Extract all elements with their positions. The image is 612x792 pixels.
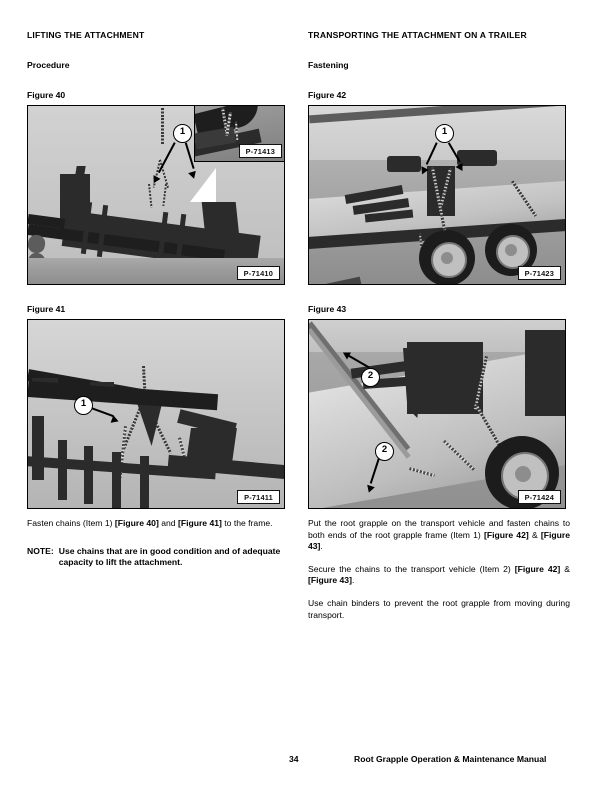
figure-42-callout-1: 1 <box>435 124 454 143</box>
figure-42-image <box>308 105 566 285</box>
right-paragraph-1 <box>308 518 570 553</box>
figure-40-image <box>27 105 285 285</box>
right-subsection-title: Fastening <box>308 60 349 70</box>
text-run: Fasten chains (Item 1) <box>27 518 115 528</box>
figure-40-caption: Figure 40 <box>27 90 66 100</box>
left-section-title: LIFTING THE ATTACHMENT <box>27 30 145 40</box>
figure-41-plate: P-71411 <box>237 490 280 504</box>
right-paragraph-2 <box>308 564 570 587</box>
note-text: Use chains that are in good condition and of adequate capacity to lift the attachment. <box>58 545 281 568</box>
text-run: . <box>320 541 323 552</box>
left-subsection-title: Procedure <box>27 60 70 70</box>
text-run-bold: [Figure 40] <box>114 518 159 528</box>
text-run-bold: [Figure 42] <box>514 563 561 574</box>
figure-42-caption: Figure 42 <box>308 90 347 100</box>
figure-43-photo <box>309 320 565 508</box>
right-column <box>308 30 570 621</box>
text-run: Use chain binders to prevent the root grapple from moving during transport. <box>308 597 570 620</box>
text-run: Put the root grapple on the transport vehicle and fasten chains to both ends of the root grapple frame (Item 1) <box>308 518 570 540</box>
text-run: & <box>560 563 571 574</box>
note-block <box>27 546 289 570</box>
figure-40-plate: P-71410 <box>237 266 280 280</box>
figure-43-caption: Figure 43 <box>308 304 347 314</box>
text-run: and <box>158 518 178 528</box>
text-run: . <box>351 575 355 586</box>
text-run: Secure the chains to the transport vehicle (Item 2) <box>308 563 515 574</box>
text-run-bold: [Figure 41] <box>177 518 222 528</box>
text-run: to the frame. <box>221 518 273 528</box>
figure-41-caption: Figure 41 <box>27 304 66 314</box>
footer-manual-title: Root Grapple Operation & Maintenance Manual <box>354 754 547 764</box>
page-number: 34 <box>289 754 299 764</box>
figure-41-image <box>27 319 285 509</box>
figure-42-plate: P-71423 <box>518 266 561 280</box>
text-run: & <box>528 529 541 540</box>
figure-41-photo <box>28 320 284 508</box>
page-footer <box>0 754 612 768</box>
text-run-bold: [Figure 43] <box>308 529 570 552</box>
text-run-bold: [Figure 42] <box>483 529 529 540</box>
figure-40-inset-plate: P-71413 <box>239 144 282 158</box>
figure-41-callout-1: 1 <box>74 396 93 415</box>
right-paragraph-3 <box>308 598 570 621</box>
figure-40-inset <box>194 105 285 162</box>
text-run-bold: [Figure 43] <box>308 575 352 586</box>
figure-43-callout-2-lower: 2 <box>375 442 394 461</box>
note-label: NOTE: <box>27 545 54 556</box>
figure-43-image <box>308 319 566 509</box>
left-column <box>27 30 289 569</box>
figure-43-callout-2-upper: 2 <box>361 368 380 387</box>
figure-43-plate: P-71424 <box>518 490 561 504</box>
right-section-title: TRANSPORTING THE ATTACHMENT ON A TRAILER <box>308 30 527 40</box>
left-paragraph-1 <box>27 518 289 530</box>
figure-40-callout-1: 1 <box>173 124 192 143</box>
